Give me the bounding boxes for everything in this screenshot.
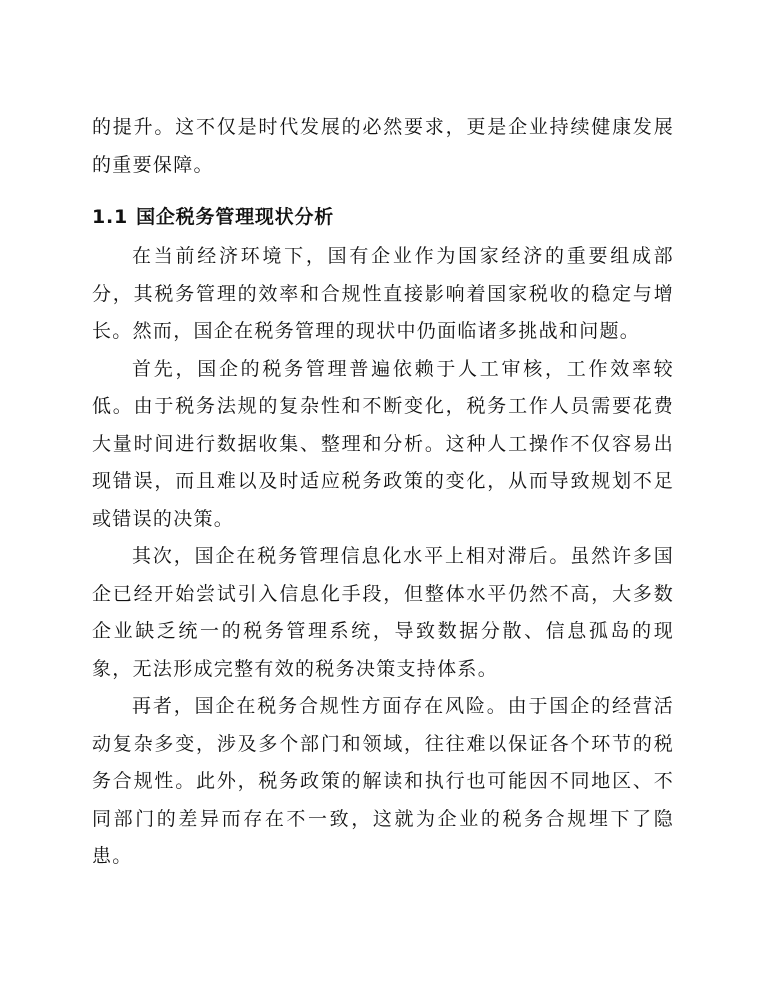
- body-paragraph: 其次，国企在税务管理信息化水平上相对滞后。虽然许多国企已经开始尝试引入信息化手段，但整体水平仍然不高，大多数企业缺乏统一的税务管理系统，导致数据分散、信息孤岛的现象，无法形成完整有效的税务决策支持体系。: [92, 545, 674, 680]
- body-paragraph: 在当前经济环境下，国有企业作为国家经济的重要组成部分，其税务管理的效率和合规性直接影响着国家税收的稳定与增长。然而，国企在税务管理的现状中仍面临诸多挑战和问题。: [92, 245, 674, 342]
- section-number: 1.1: [92, 206, 129, 228]
- body-paragraph: 再者，国企在税务合规性方面存在风险。由于国企的经营活动复杂多变，涉及多个部门和领域，往往难以保证各个环节的税务合规性。此外，税务政策的解读和执行也可能因不同地区、不同部门的差异而存在不一致，这就为企业的税务合规埋下了隐患。: [92, 695, 674, 867]
- section-heading: [92, 199, 674, 235]
- section-title: 国企税务管理现状分析: [136, 206, 335, 228]
- intro-paragraph: 的提升。这不仅是时代发展的必然要求，更是企业持续健康发展的重要保障。: [92, 116, 674, 176]
- body-paragraph: 首先，国企的税务管理普遍依赖于人工审核，工作效率较低。由于税务法规的复杂性和不断变化，税务工作人员需要花费大量时间进行数据收集、整理和分析。这种人工操作不仅容易出现错误，而且难以及时适应税务政策的变化，从而导致规划不足或错误的决策。: [92, 357, 674, 530]
- document-body: [92, 109, 674, 876]
